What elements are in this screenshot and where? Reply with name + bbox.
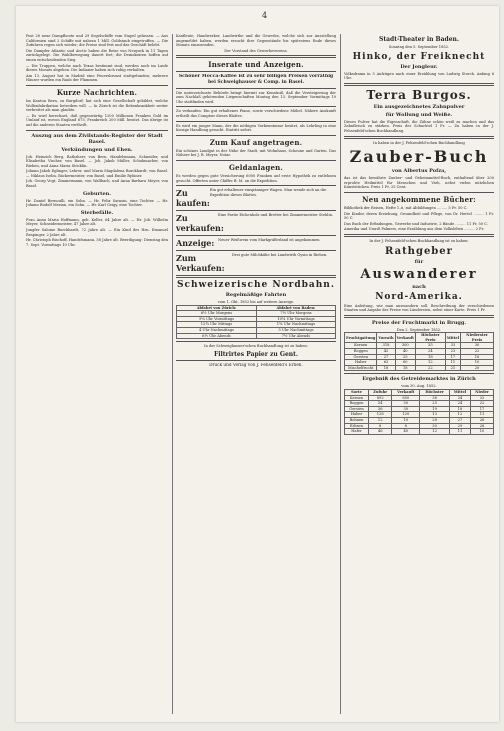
article-paragraph: — Die Truppen, welche nach Texas bestimmt sind, werden noch im Laufe dieses Monats abgehen. Die Indianer haben sich ruhig verhalten.	[26, 63, 168, 73]
table-cell: 36	[369, 406, 392, 412]
register-entry: Johann Jakob Eglinger, Lehrer, und Maria Magdalena Burckhardt, von Basel. — Niklaus Iselin, Bäckermeister, von Basel, und Emilie Ryhiner.	[26, 169, 168, 178]
table-header: Niederster Preis	[461, 333, 494, 343]
theater-heading: Stadt-Theater in Baden.	[379, 36, 459, 43]
table-header: Vorrath	[377, 333, 395, 343]
table-header-row	[345, 333, 494, 343]
divider	[26, 85, 168, 86]
table-cell: 7½ Uhr Morgens	[256, 311, 335, 317]
table-cell: 20	[461, 365, 494, 371]
table-cell: 4 Uhr Nachmittags	[177, 328, 257, 334]
ad-heading: Terra Burgos.	[366, 87, 472, 102]
ad-row	[176, 238, 336, 248]
book-entry: Das Buch der Erfindungen, Gewerbe und Industrie, 2 Bände ......... 11 Fr. 50 C.	[344, 221, 489, 226]
ad-label: Anzeige:	[176, 238, 215, 249]
grain-market-table	[344, 389, 494, 435]
table-cell: Hafer	[345, 429, 369, 435]
table-cell: 1¾ Uhr Nachmittags	[256, 322, 335, 328]
railway-subheading: Regelmäßige Fahrten	[225, 292, 287, 299]
divider	[176, 135, 336, 136]
table-cell: Kernen	[345, 395, 369, 401]
table-header: Fruchtgattung	[345, 333, 377, 343]
table-cell: 63	[377, 360, 395, 366]
subsection-heading: Verkündungen und Ehen.	[61, 146, 133, 153]
table-cell: 21	[445, 365, 460, 371]
ad-text: Zu verkaufen: Ein gut erhaltenes Piano, sowie verschiedene Möbel. Nähere Auskunft ertheilt das Comptoir dieses Blattes.	[176, 109, 336, 118]
table-cell: 9¼ Uhr Vormittags	[177, 316, 257, 322]
ad-text: In haben in der J. Fehsenfeld'schen Buchhandlung	[373, 140, 465, 145]
table-cell: 24	[415, 349, 445, 355]
market-date: Den 2. September 1852.	[396, 327, 442, 332]
register-entry: Joh. Georg Vogt, Zimmermann, von Wallbach, und Anna Barbara Meyer, von Basel.	[26, 179, 168, 189]
market-date: vom 30. Aug. 1852.	[401, 384, 437, 389]
divider	[176, 106, 336, 107]
ad-row	[176, 213, 336, 233]
table-cell: 19	[420, 406, 450, 412]
table-cell: 8	[392, 423, 420, 429]
table-cell: 10	[471, 429, 494, 435]
table-cell: 22	[461, 349, 494, 355]
fruit-price-table	[344, 332, 494, 371]
ad-text: das ist das bewährte Zauber- und Geheimmittel-Buch, enthaltend über 200 erprobte Heilmittel für Menschen und Vieh, nebst vielen nützlichen Kunststücken. Preis 1 Fr. 25 Cent.	[344, 176, 494, 190]
ad-heading: Nord-Amerika.	[375, 291, 463, 302]
table-cell: 5 Uhr Nachmittags	[256, 328, 335, 334]
column-right	[344, 34, 494, 714]
divider	[176, 160, 336, 161]
divider	[176, 341, 336, 342]
table-cell: 33	[445, 343, 460, 349]
table-cell: 54	[369, 401, 392, 407]
ad-text: Ein schönes Landgut in der Nähe der Stadt, mit Wohnhaus, Scheune und Garten. Das Nähere bei J. R. Meyer, Notar.	[176, 148, 336, 158]
divider	[176, 55, 336, 58]
register-entry: Jungfer Salome Burckhardt, 72 Jahre alt. — Ein Kind des Hrn. Emanuel Respinger, 2 Jahre alt.	[26, 228, 168, 237]
ad-row	[176, 188, 336, 208]
table-cell: 46	[369, 429, 392, 435]
table-header: Verkauft	[395, 333, 415, 343]
article-paragraph: Am 13. August hat in Madrid eine Feuersbrunst stattgefunden; mehrere Häuser wurden ein Raub der Flammen.	[26, 73, 168, 83]
table-cell: 32	[471, 395, 494, 401]
divider	[344, 192, 494, 193]
table-cell: 18	[377, 365, 395, 371]
table-cell: 42	[377, 349, 395, 355]
ad-row	[176, 253, 336, 273]
table-cell: 27	[449, 418, 470, 424]
table-cell: 30	[461, 343, 494, 349]
section-heading: Kurze Nachrichten.	[56, 87, 138, 97]
table-cell: 36	[420, 395, 450, 401]
table-cell: 17	[445, 354, 460, 360]
table-cell: 12	[415, 360, 445, 366]
table-cell: Bohnen	[345, 418, 369, 424]
ad-heading: Neu angekommene Bücher:	[362, 194, 476, 204]
table-cell: Roggen	[345, 401, 369, 407]
table-cell: 25	[395, 354, 415, 360]
theater-text: Volksdrama in 5 Aufzügen nach einer Erzählung von Ludwig Storch. Anfang 6 Uhr.	[344, 71, 494, 81]
ad-subheading: für Wollung und Weiße.	[385, 111, 453, 118]
divider	[176, 88, 336, 89]
table-cell: Haber	[345, 412, 369, 418]
divider	[26, 130, 168, 131]
divider	[176, 210, 336, 211]
table-cell: Kernen	[345, 343, 377, 349]
table-cell: 7½ Uhr Abends	[256, 333, 335, 339]
table-cell: Gersten	[345, 406, 369, 412]
theater-subtitle: Der Jongleur.	[400, 63, 438, 70]
table-header: Mittel	[445, 333, 460, 343]
railway-heading: Schweizerische Nordbahn.	[177, 280, 335, 291]
ad-heading: Zauber-Buch	[349, 147, 489, 167]
table-cell: 18	[395, 365, 415, 371]
divider	[344, 136, 494, 139]
ad-heading: für	[414, 258, 424, 265]
column-rule	[340, 34, 341, 714]
ad-label: Zu kaufen:	[176, 188, 210, 209]
subsection-heading: Sterbefälle.	[80, 209, 114, 216]
ad-text: Die unterzeichnete Behörde bringt hiermit zur Kenntniß, daß die Versteigerung der zum Nachlaß gehörenden Liegenschaften Montag den 13. September Vormittags 10 Uhr stattfinden wird.	[176, 90, 336, 104]
ad-heading: Zum Kauf angetragen.	[209, 137, 303, 147]
theater-date: Sonntag den 5. September 1852.	[388, 45, 450, 49]
ad-label: Zum Verkaufen:	[176, 253, 225, 274]
ad-text: In der Schweighauser'schen Buchhandlung ist zu haben:	[204, 344, 308, 349]
table-cell: 11	[449, 429, 470, 435]
table-header: Abfahrt von Baden:	[256, 305, 335, 311]
ad-subheading: von Albertus Pofza,	[391, 168, 447, 175]
column-rule	[172, 34, 173, 714]
table-cell: 25	[420, 401, 450, 407]
table-cell: 18	[415, 354, 445, 360]
table-cell: 35	[415, 343, 445, 349]
railway-timetable	[176, 305, 336, 340]
table-cell: Erbsen	[345, 423, 369, 429]
ad-heading: Geldanlagen.	[228, 162, 284, 172]
table-cell: 12	[449, 412, 470, 418]
divider	[176, 121, 336, 122]
table-cell: 30	[420, 423, 450, 429]
ad-text: Drei gute Milchkühe bei Landwirth Gysin in Riehen.	[232, 253, 328, 258]
table-row	[177, 333, 336, 339]
table-header: Höchster	[420, 390, 450, 396]
table-header: Höchster Preis	[415, 333, 445, 343]
table-header: Verkauft	[392, 390, 420, 396]
divider	[344, 315, 494, 318]
table-cell: 29	[449, 423, 470, 429]
ad-text: Ein gut erhaltener einspänniger Wagen. Man wende sich an die Expedition dieses Blattes.	[209, 188, 327, 197]
table-cell: 13	[420, 412, 450, 418]
ad-text: Dieses Pulver hat die Eigenschaft, die Zähne schön weiß zu machen und das Zahnfleisch zu stärken. Preis der Schachtel 1 Fr. — Zu haben in der J. Fehsenfeld'schen Buchhandlung.	[344, 119, 494, 133]
page-number: 4	[262, 11, 268, 20]
table-cell: 11	[471, 412, 494, 418]
table-cell: 16	[461, 354, 494, 360]
table-cell: 17	[471, 406, 494, 412]
register-entry: Joh. Heinrich Berg, Rathsherr, von Bern, Handelsmann, Schneider, und Elisabetha Vischer, von Basel. — Joh. Jakob Müller, Schuhmacher, von Riehen, und Anna Maria Stöcklin.	[26, 154, 168, 168]
table-cell: 8	[369, 423, 392, 429]
newspaper-page	[16, 6, 499, 722]
divider	[176, 71, 336, 72]
divider	[176, 185, 336, 186]
section-heading: Inserate und Anzeigen.	[208, 60, 304, 70]
ad-text: Es wird ein junger Mann, der die nöthigen Vorkenntnisse besitzt, als Lehrling in eine hiesige Handlung gesucht. Eintritt sofort.	[176, 123, 336, 133]
theater-play-title: Hinko, der Freiknecht	[352, 51, 486, 62]
table-cell: 6½ Uhr Morgens	[177, 311, 257, 317]
article-paragraph: Die Dampfer Atlantic und Arctic haben die Reise von Neuyork in 11 Tagen zurückgelegt. Die Wahlbewegung dauert fort; die Demokraten hoffen auf einen entscheidenden Sieg.	[26, 48, 168, 62]
article-paragraph: Post 28 neue Dampfboote und 29 Segelschiffe vom Stapel gelassen. — Aus Californien sind 2 Schiffe mit nahezu 1 Mill. Goldstaub eingetroffen. — Die Zufuhren regen sich wieder; die Preise sind fest und das Geschäft belebt.	[26, 34, 168, 48]
ad-text: Neuer Weißwein vom Markgräflerland ist angekommen.	[218, 238, 321, 243]
table-cell: 22	[415, 365, 445, 371]
table-cell: 30	[392, 406, 420, 412]
table-cell: 10	[461, 360, 494, 366]
table-cell: Gersten	[345, 354, 377, 360]
table-cell: 60	[395, 360, 415, 366]
subsection-heading: Geburten.	[82, 190, 112, 197]
market-heading: Preise der Fruchtmarkt in Brugg.	[371, 319, 467, 326]
table-row	[345, 365, 494, 371]
register-entry: Frau Anna Maria Hoffmann, geb. Keller, 64 Jahre alt. — Hr. Joh. Wilhelm Meyer, Schneidermeister, 47 Jahre alt.	[26, 217, 168, 227]
divider	[176, 235, 336, 236]
table-cell: 892	[369, 395, 392, 401]
ad-subheading: Ein ausgezeichnetes Zahnpulver	[373, 103, 465, 110]
ad-text: Eine Partie Eichenholz und Bretter bei Zimmermeister Stehlin.	[218, 213, 334, 218]
ad-text: Es werden gegen gute Versicherung 6000 Franken auf erste Hypothek zu entlehnen gesucht. Offerten unter Chiffre B. M. an die Expedition.	[176, 173, 336, 183]
article-paragraph: Im Kanton Bern, zu Burgdorf, hat sich eine Gesellschaft gebildet, welche Wollenfabrikation betreiben will. — In Zürich ist die Rebenkrankheit weiter verbreitet als man glaubte.	[26, 98, 168, 113]
table-cell: 12	[369, 418, 392, 424]
table-header: Nieder	[471, 390, 494, 396]
table-cell: 12	[420, 429, 450, 435]
table-cell: 40	[392, 429, 420, 435]
divider	[176, 275, 336, 278]
table-cell: 23	[445, 349, 460, 355]
divider	[344, 373, 494, 374]
ad-heading: nach	[412, 283, 426, 290]
ad-heading: Auswanderer	[360, 266, 478, 282]
column-middle	[176, 34, 336, 714]
table-cell: Roggen	[345, 349, 377, 355]
register-entry: Hr. Christoph Bischoff, Handelsmann, 58 Jahre alt. Beerdigung: Dienstag den 7. Sept. Vormittags 10 Uhr.	[26, 238, 168, 247]
ad-text: Eine Anleitung, wie man auswandern soll. Beschreibung der verschiedenen Staaten und Angabe der Preise von Ländereien, nebst einer Karte. Preis 1 Fr.	[344, 303, 494, 313]
table-cell: Haber	[345, 360, 377, 366]
ad-notice: Schöner Mocca-Kaffee ist zu sehr billigen Preisen vorräthig bei Schweighauser & Comp. in Basel.	[178, 74, 334, 85]
article-paragraph: — Es wird berechnet, daß gegenwärtig 1200 Millionen Franken Gold im Umlauf ist, wovon England 675, Frankreich 200 Mill. besitzt. Das übrige ist auf die anderen Staaten vertheilt.	[26, 113, 168, 127]
table-cell: 28	[420, 418, 450, 424]
table-cell: 10¼ Uhr Vormittags	[256, 316, 335, 322]
table-header: Mittel	[449, 390, 470, 396]
signature-line: Der Vorstand des Gewerbevereins.	[224, 48, 288, 53]
book-entry: Amerika und Umriß Palmers, eine Erzählung aus dem Volksleben ......... 2 Fr.	[344, 227, 485, 232]
register-entry: Hr. Daniel Bernoulli, ein Sohn. — Hr. Felix Sarasin, eine Tochter. — Hr. Johann Rudolf Merian, ein Sohn. — Hr. Karl Geigy, eine Tochter.	[26, 198, 168, 208]
column-left	[26, 34, 168, 714]
table-cell: 850	[392, 395, 420, 401]
ad-heading: Rathgeber	[385, 245, 453, 257]
table-cell: 50	[392, 401, 420, 407]
table-header: Zufuhr	[369, 390, 392, 396]
table-cell: 27	[377, 354, 395, 360]
table-cell: Mischelfrucht	[345, 365, 377, 371]
divider	[344, 83, 494, 86]
table-row	[345, 429, 494, 435]
table-cell: 12¾ Uhr Mittags	[177, 322, 257, 328]
table-cell: 128	[369, 412, 392, 418]
table-cell: 40	[395, 349, 415, 355]
market-heading: Ergebniß des Getreidemarktes in Zürich	[362, 376, 476, 383]
section-heading: Auszug aus dem Zivilstands-Register der Stadt Basel.	[31, 132, 163, 145]
divider	[176, 360, 336, 361]
railway-date: vom 1. Okt. 1852 bis auf weitere Anzeige.	[217, 300, 295, 305]
table-cell: 26	[471, 418, 494, 424]
table-cell: 300	[395, 343, 415, 349]
table-cell: 24	[449, 401, 470, 407]
table-cell: 18	[449, 406, 470, 412]
table-cell: 11	[445, 360, 460, 366]
table-cell: 34	[449, 395, 470, 401]
divider	[176, 250, 336, 251]
table-cell: 120	[392, 412, 420, 418]
ad-heading: Filtrirtes Papier zu Gent.	[213, 350, 299, 358]
imprint: Druck und Verlag von J. Fehsenfeld's Erben.	[209, 362, 303, 367]
table-header: Abfahrt von Zürich:	[177, 305, 257, 311]
table-cell: 28	[471, 423, 494, 429]
table-cell: 6½ Uhr Abends	[177, 333, 257, 339]
divider	[344, 234, 494, 237]
book-entry: Die Kinder, deren Erziehung, Gesundheit und Pflege, von Dr. Hertel ......... 1 Fr. 50 C.	[344, 211, 494, 221]
table-cell: 10	[392, 418, 420, 424]
book-entry: Bibliothek der Reisen, Hefte 1–6, mit Abbildungen ......... 5 Fr. 50 C.	[344, 205, 468, 210]
table-header: Sorte	[345, 390, 369, 396]
ad-text: In der J. Fehsenfeld'schen Buchhandlung ist zu haben:	[369, 238, 469, 243]
ad-label: Zu verkaufen:	[176, 213, 224, 234]
table-cell: 318	[377, 343, 395, 349]
article-paragraph: Kaufleute, Handwerker, Landwirthe und die Gewerbe, welche sich zur Ausstellung angemeldet haben, werden ersucht ihre Gegenstände bis spätestens Ende dieses Monats einzusenden.	[176, 34, 336, 48]
table-cell: 22	[471, 401, 494, 407]
